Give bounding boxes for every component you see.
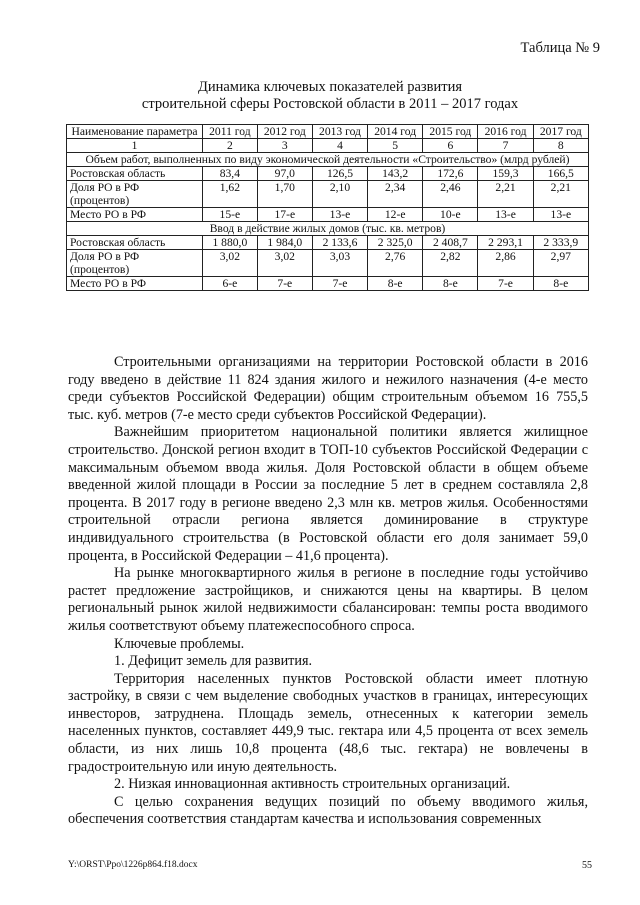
paragraph: Строительными организациями на территории Ростовской области в 2016 году введено в действие 11 824 здания жилого и нежилого назначения (4-е место среди субъектов Российской Федерации) общим строительным объемом 16 755,5 тыс. куб. метров (7-е место среди субъектов Российской Федерации). (68, 354, 588, 423)
row-value: 13-е (478, 208, 533, 222)
header-year: 2014 год (368, 125, 423, 139)
row-value: 13-е (533, 208, 588, 222)
row-value: 2,10 (312, 181, 367, 208)
row-value: 1 984,0 (257, 236, 312, 250)
row-value: 2,97 (533, 250, 588, 277)
row-value: 15-е (203, 208, 258, 222)
header-year: 2012 год (257, 125, 312, 139)
column-number: 3 (257, 139, 312, 153)
row-value: 97,0 (257, 167, 312, 181)
row-value: 10-е (423, 208, 478, 222)
row-name: Доля РО в РФ (процентов) (67, 181, 203, 208)
row-value: 1,62 (203, 181, 258, 208)
row-name: Ростовская область (67, 236, 203, 250)
header-year: 2016 год (478, 125, 533, 139)
row-value: 2,76 (368, 250, 423, 277)
table-row (67, 236, 589, 250)
row-value: 13-е (312, 208, 367, 222)
row-value: 2 333,9 (533, 236, 588, 250)
row-name: Ростовская область (67, 167, 203, 181)
row-value: 126,5 (312, 167, 367, 181)
section-row-housing-commissioning (67, 222, 589, 236)
paragraph: Ключевые проблемы. (114, 635, 245, 652)
column-number: 7 (478, 139, 533, 153)
row-value: 8-е (423, 277, 478, 291)
row-value: 2 325,0 (368, 236, 423, 250)
footer-file-path: Y:\ORST\Ppo\1226p864.f18.docx (68, 860, 198, 870)
row-value: 2,34 (368, 181, 423, 208)
table-numbering-row (67, 139, 589, 153)
table-number-label: Таблица № 9 (520, 40, 600, 56)
column-number: 8 (533, 139, 588, 153)
header-year: 2015 год (423, 125, 478, 139)
paragraph: Территория населенных пунктов Ростовской области имеет плотную застройку, в связи с чем выделение свободных участков в границах, интересующих инвесторов, затруднена. Площадь земель, отнесенных к категории земель населенных пунктов, составляет 449,9 тыс. гектара или 4,5 процента от всех земель области, из них лишь 10,8 процента (48,6 тыс. гектара) не вовлечены в градостроительную или иную деятельность. (68, 670, 588, 775)
row-value: 2,21 (478, 181, 533, 208)
row-value: 17-е (257, 208, 312, 222)
section-title: Объем работ, выполненных по виду экономической деятельности «Строительство» (млрд рублей) (67, 153, 589, 167)
row-value: 143,2 (368, 167, 423, 181)
row-name: Доля РО в РФ (процентов) (67, 250, 203, 277)
header-year: 2013 год (312, 125, 367, 139)
column-number: 1 (67, 139, 203, 153)
row-value: 7-е (312, 277, 367, 291)
table-row (67, 277, 589, 291)
row-value: 2 133,6 (312, 236, 367, 250)
row-value: 6-е (203, 277, 258, 291)
header-year: 2011 год (203, 125, 258, 139)
row-name: Место РО в РФ (67, 277, 203, 291)
paragraph: С целью сохранения ведущих позиций по объему вводимого жилья, обеспечения соответствия стандартам качества и использования современных (68, 793, 588, 828)
column-number: 6 (423, 139, 478, 153)
row-value: 3,03 (312, 250, 367, 277)
section-row-construction-volume (67, 153, 589, 167)
header-year: 2017 год (533, 125, 588, 139)
row-value: 7-е (257, 277, 312, 291)
column-number: 4 (312, 139, 367, 153)
row-value: 12-е (368, 208, 423, 222)
row-value: 2,46 (423, 181, 478, 208)
section-title: Ввод в действие жилых домов (тыс. кв. метров) (67, 222, 589, 236)
table-row (67, 250, 589, 277)
row-value: 7-е (478, 277, 533, 291)
row-value: 83,4 (203, 167, 258, 181)
row-value: 159,3 (478, 167, 533, 181)
row-value: 3,02 (203, 250, 258, 277)
paragraph: На рынке многоквартирного жилья в регионе в последние годы устойчиво растет предложение застройщиков, и снижаются цены на квартиры. В целом региональный рынок жилой недвижимости сбалансирован: темпы роста вводимого жилья соответствуют объему платежеспособного спроса. (68, 565, 588, 634)
paragraph: Важнейшим приоритетом национальной политики является жилищное строительство. Донской регион входит в ТОП-10 субъектов Российской Федерации с максимальным объемом ввода жилья. Доля Ростовской области в общем объеме введенной жилой площади в России за последние 5 лет в среднем составляла 2,8 процента. В 2017 году в регионе введено 2,3 млн кв. метров жилья. Особенностями строительной отрасли региона является доминирование в структуре индивидуального строительства (в Ростовской области его доля занимает 59,0 процента, в Российской Федерации – 41,6 процента). (68, 424, 588, 564)
indicators-table (66, 124, 589, 291)
row-value: 2 408,7 (423, 236, 478, 250)
table-title-line-1: Динамика ключевых показателей развития (197, 79, 463, 95)
table-row (67, 181, 589, 208)
row-value: 8-е (533, 277, 588, 291)
row-value: 3,02 (257, 250, 312, 277)
row-name: Место РО в РФ (67, 208, 203, 222)
header-param-name: Наименование параметра (67, 125, 203, 139)
table-header-row (67, 125, 589, 139)
row-value: 166,5 (533, 167, 588, 181)
row-value: 1,70 (257, 181, 312, 208)
table-row (67, 208, 589, 222)
row-value: 1 880,0 (203, 236, 258, 250)
table-title (60, 79, 600, 113)
row-value: 2,82 (423, 250, 478, 277)
row-value: 8-е (368, 277, 423, 291)
row-value: 172,6 (423, 167, 478, 181)
row-value: 2,86 (478, 250, 533, 277)
row-value: 2,21 (533, 181, 588, 208)
body-text (68, 354, 588, 829)
page-number: 55 (582, 860, 592, 871)
paragraph: 2. Низкая инновационная активность строительных организаций. (114, 776, 511, 793)
row-value: 2 293,1 (478, 236, 533, 250)
column-number: 2 (203, 139, 258, 153)
table-title-line-2: строительной сферы Ростовской области в 2011 – 2017 годах (141, 96, 519, 112)
paragraph: 1. Дефицит земель для развития. (114, 653, 313, 670)
table-row (67, 167, 589, 181)
column-number: 5 (368, 139, 423, 153)
